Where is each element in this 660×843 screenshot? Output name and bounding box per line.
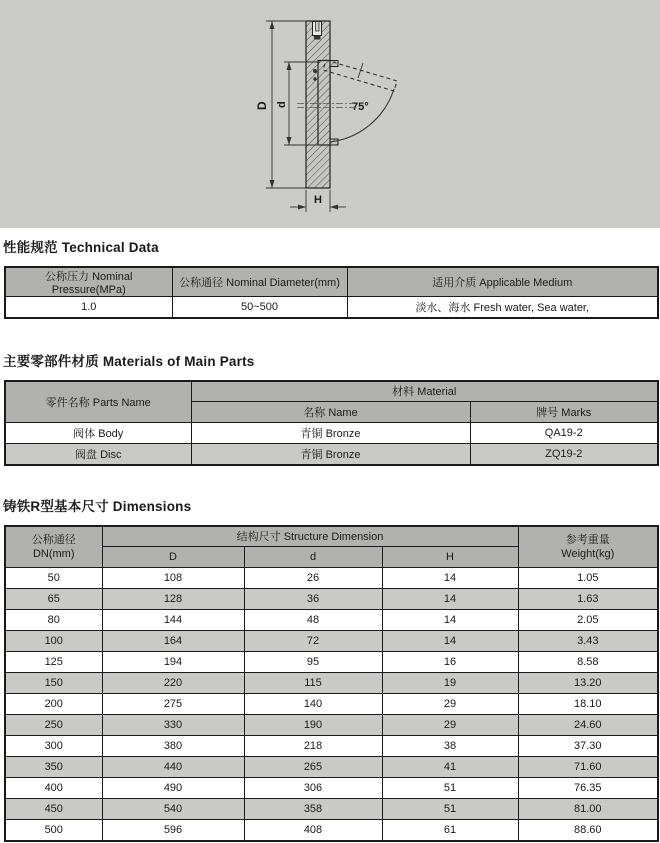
table-row: 250 330 190 29 24.60	[5, 715, 658, 736]
table-row: 500 596 408 61 88.60	[5, 820, 658, 841]
material-name: 青铜 Bronze	[191, 444, 470, 465]
open-angle-label: 75°	[352, 101, 369, 113]
col-D: D	[102, 547, 244, 568]
section-title-technical-data: 性能规范 Technical Data	[3, 240, 159, 255]
table-row: 50 108 26 14 1.05	[5, 568, 658, 589]
material-mark: ZQ19-2	[470, 444, 658, 465]
table-row: 400 490 306 51 76.35	[5, 778, 658, 799]
col-material-marks: 牌号 Marks	[470, 402, 658, 423]
value-nominal-pressure: 1.0	[5, 297, 172, 318]
col-nominal-pressure: 公称压力 Nominal Pressure(MPa)	[5, 267, 172, 297]
col-parts-name: 零件名称 Parts Name	[5, 381, 191, 423]
table-row: 150 220 115 19 13.20	[5, 673, 658, 694]
table-row: 100 164 72 14 3.43	[5, 631, 658, 652]
col-material: 材料 Material	[191, 381, 658, 402]
swing-arc	[330, 89, 394, 142]
table-row	[5, 444, 658, 465]
table-row	[5, 297, 658, 318]
dimension-d-label: d	[276, 101, 288, 108]
table-header-row	[5, 526, 658, 547]
col-weight: 参考重量 Weight(kg)	[518, 526, 658, 568]
col-dn: 公称通径 DN(mm)	[5, 526, 102, 568]
col-d: d	[244, 547, 382, 568]
part-name: 阀体 Body	[5, 423, 191, 444]
material-mark: QA19-2	[470, 423, 658, 444]
hinge-pin	[313, 69, 317, 73]
table-row: 80 144 48 14 2.05	[5, 610, 658, 631]
col-nominal-diameter: 公称通径 Nominal Diameter(mm)	[172, 267, 347, 297]
table-row: 450 540 358 51 81.00	[5, 799, 658, 820]
col-H: H	[382, 547, 518, 568]
dimension-H	[290, 190, 346, 212]
col-applicable-medium: 适用介质 Applicable Medium	[347, 267, 658, 297]
table-header-row	[5, 267, 658, 297]
technical-drawing-panel	[0, 0, 660, 228]
valve-cross-section-drawing	[0, 0, 660, 228]
dimension-H-label: H	[314, 194, 322, 206]
section-title-materials: 主要零部件材质 Materials of Main Parts	[3, 353, 255, 369]
table-row: 350 440 265 41 71.60	[5, 757, 658, 778]
table-row: 300 380 218 38 37.30	[5, 736, 658, 757]
dimensions-table	[4, 525, 659, 842]
value-applicable-medium: 淡水、海水 Fresh water, Sea water,	[347, 297, 658, 318]
dimension-D-label: D	[255, 101, 269, 110]
col-material-name: 名称 Name	[191, 402, 470, 423]
table-header-row	[5, 381, 658, 402]
table-row	[5, 423, 658, 444]
table-row: 65 128 36 14 1.63	[5, 589, 658, 610]
technical-data-table	[4, 266, 659, 319]
material-name: 青铜 Bronze	[191, 423, 470, 444]
col-structure-dimension: 结构尺寸 Structure Dimension	[102, 526, 518, 547]
section-title-dimensions: 铸铁R型基本尺寸 Dimensions	[3, 498, 192, 514]
table-row: 200 275 140 29 18.10	[5, 694, 658, 715]
materials-table	[4, 380, 659, 466]
table-row: 125 194 95 16 8.58	[5, 652, 658, 673]
part-name: 阀盘 Disc	[5, 444, 191, 465]
value-nominal-diameter: 50~500	[172, 297, 347, 318]
